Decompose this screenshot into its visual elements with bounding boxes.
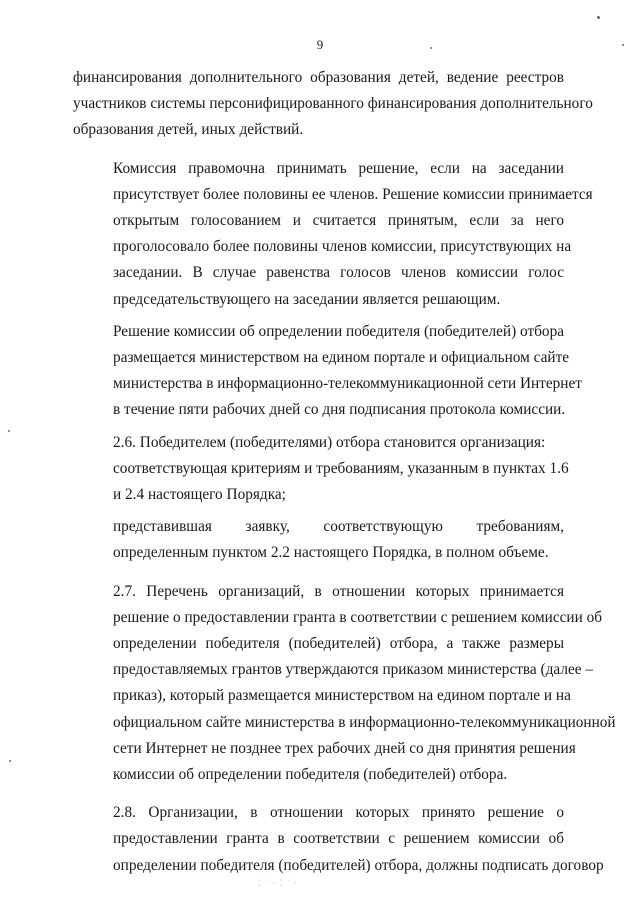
text-line: сети Интернет не позднее трех рабочих дней со дня принятия решения (113, 739, 576, 757)
paragraph-criteria-item (73, 456, 569, 508)
text-line: решение о предоставлении гранта в соответствии с решением комиссии об (113, 608, 603, 626)
text-line: заседании. В случае равенства голосов членов комиссии голос (113, 264, 564, 282)
text-line: определенным пунктом 2.2 настоящего Порядка, в полном объеме. (113, 544, 549, 562)
text-line: официальном сайте министерства в информационно-телекоммуникационной (113, 713, 616, 731)
text-line: комиссии об определении победителя (победителей) отбора. (113, 766, 508, 784)
paragraph-section-2-8 (73, 800, 604, 879)
text-line: предоставлении гранта в соответствии с решением комиссии об (113, 830, 564, 848)
text-line: проголосовало более половины членов комиссии, присутствующих на (113, 238, 572, 256)
text-line: финансирования дополнительного образования детей, ведение реестров (73, 69, 564, 86)
scan-speck (597, 16, 600, 19)
paragraph-section-2-7 (73, 579, 616, 789)
scan-smudge: ⁚ ˙ · ⁚ ˙ · (258, 878, 298, 888)
text-line: председательствующего на заседании является решающим. (113, 290, 501, 308)
text-line: размещается министерством на едином портале и официальном сайте (113, 349, 570, 367)
text-line: 2.7. Перечень организаций, в отношении которых принимается (113, 582, 564, 600)
scan-speck (9, 760, 11, 762)
scan-speck (430, 47, 432, 49)
paragraph-application-item (73, 514, 564, 566)
text-line: 2.6. Победителем (победителями) отбора становится организация: (113, 433, 546, 451)
text-line: и 2.4 настоящего Порядка; (113, 486, 286, 504)
text-line: Решение комиссии об определении победителя (победителей) отбора (113, 322, 565, 340)
document-body (73, 65, 616, 885)
text-line: определении победителя (победителей) отбора, должны подписать договор (113, 856, 604, 874)
paragraph-section-2-6 (73, 430, 564, 456)
text-line: открытым голосованием и считается принятым, если за него (113, 212, 564, 230)
paragraph-continuation (73, 65, 593, 144)
text-line: соответствующая критериям и требованиям, указанным в пунктах 1.6 (113, 459, 569, 477)
paragraph-commission-quorum (73, 156, 593, 313)
text-line: министерства в информационно-телекоммуникационной сети Интернет (113, 375, 582, 393)
text-line: Комиссия правомочна принимать решение, если на заседании (113, 159, 564, 177)
text-line: образования детей, иных действий. (73, 121, 304, 139)
text-line: приказ), который размещается министерством на едином портале и на (113, 687, 571, 705)
text-line: 2.8. Организации, в отношении которых принято решение о (113, 804, 564, 822)
paragraph-commission-decision (73, 319, 582, 424)
text-line: в течение пяти рабочих дней со дня подписания протокола комиссии. (113, 401, 566, 419)
text-line: присутствует более половины ее членов. Решение комиссии принимается (113, 185, 593, 203)
scan-speck (8, 430, 10, 432)
text-line: участников системы персонифицированного финансирования дополнительного (73, 95, 593, 113)
page-number: 9 (316, 37, 324, 52)
text-line: представившая заявку, соответствующую требованиям, (113, 518, 564, 536)
scan-speck (622, 44, 624, 46)
text-line: предоставляемых грантов утверждаются приказом министерства (далее – (113, 661, 594, 679)
text-line: определении победителя (победителей) отбора, а также размеры (113, 635, 564, 653)
